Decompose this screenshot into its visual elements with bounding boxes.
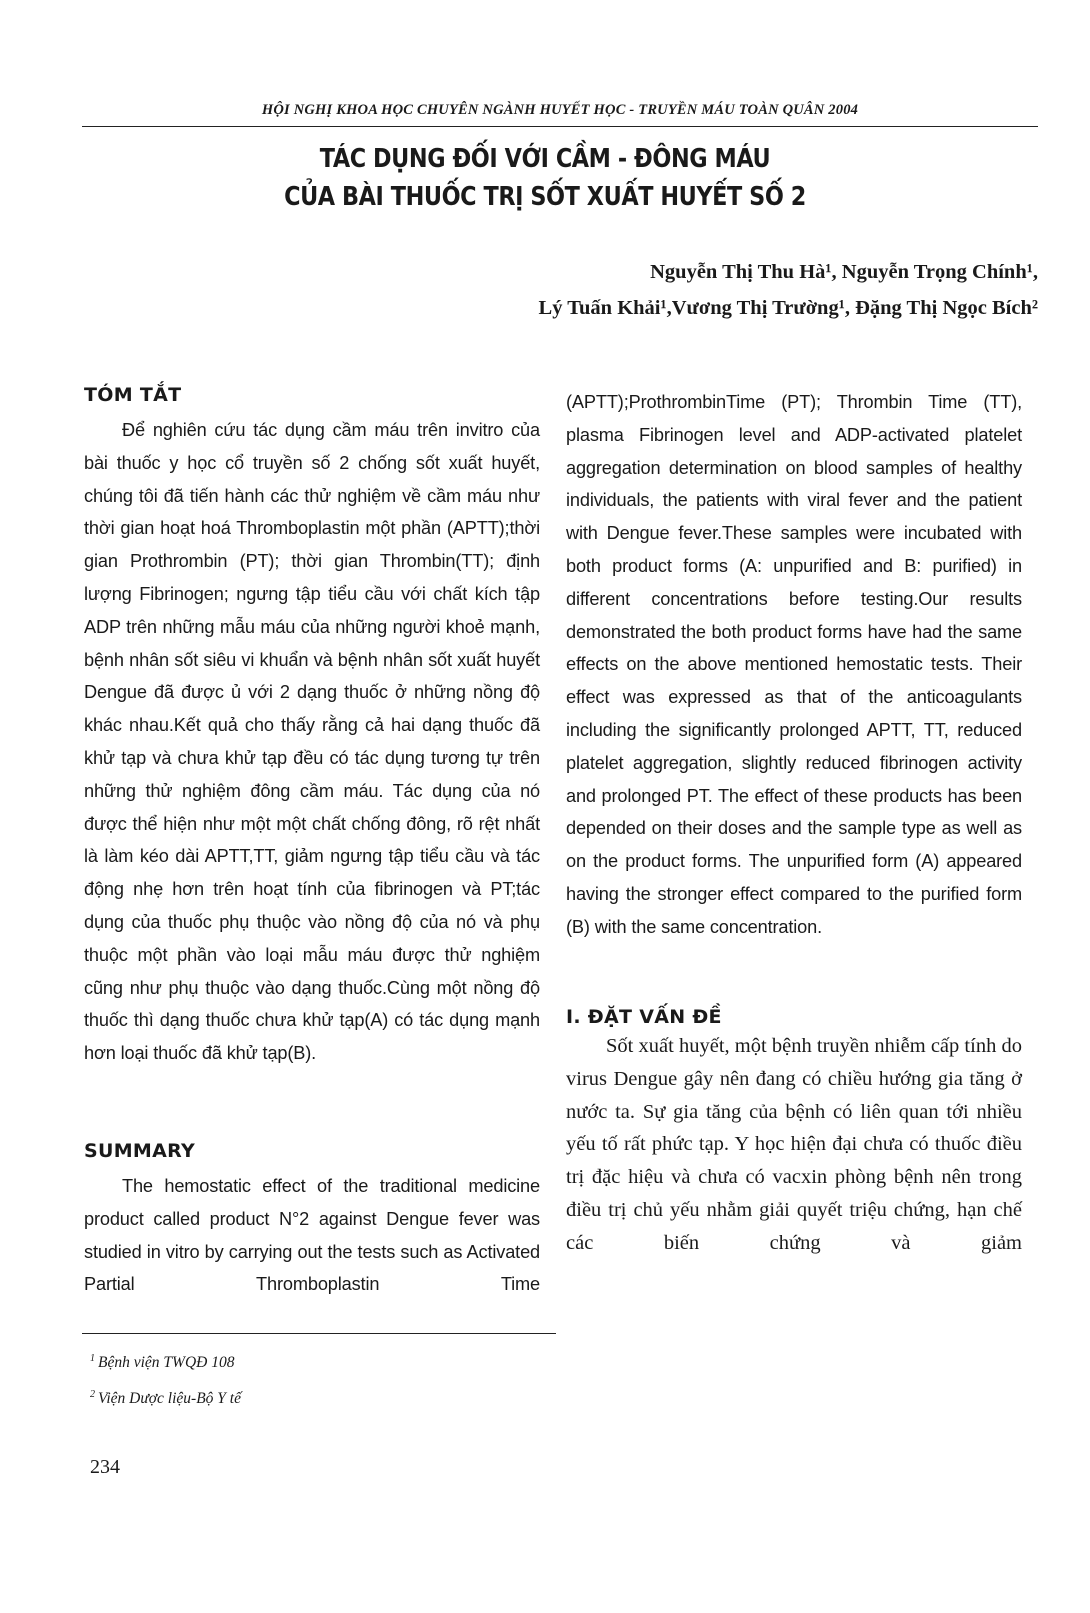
footnote-1 bbox=[90, 1343, 550, 1379]
summary-text-left: The hemostatic effect of the traditional medicine product called product N°2 against Dengue fever was studied in vitro by carrying out the tests such as Activated Partial Thromboplastin Time bbox=[84, 1176, 540, 1295]
section-1 bbox=[566, 1006, 1022, 1260]
summary-heading: SUMMARY bbox=[84, 1140, 196, 1162]
header-rule bbox=[82, 126, 1038, 127]
author-list bbox=[300, 254, 1038, 326]
running-head: HỘI NGHỊ KHOA HỌC CHUYÊN NGÀNH HUYẾT HỌC - TRUYỀN MÁU TOÀN QUÂN 2004 bbox=[261, 102, 859, 118]
summary-text-right: (APTT);ProthrombinTime (PT); Thrombin Time (TT), plasma Fibrinogen level and ADP-activated platelet aggregation determination on blood samples of healthy individuals, the patients with viral fever and the patient with Dengue fever.These samples were incubated with both product forms (A: unpurified and B: purified) in different concentrations before testing.Our results demonstrated the both product forms have had the same effects on the above mentioned hemostatic tests. Their effect was expressed as that of the anticoagulants including the significantly prolonged APTT, TT, reduced platelet aggregation, slightly reduced fibrinogen activity and prolonged PT. The effect of these products has been depended on their doses and the sample type as well as on the product forms. The unpurified form (A) appeared having the stronger effect compared to the purified form (B) with the same concentration. bbox=[566, 392, 1022, 937]
title-line-2: CỦA BÀI THUỐC TRỊ SỐT XUẤT HUYẾT SỐ 2 bbox=[284, 182, 806, 212]
abstract-vi-heading: TÓM TẮT bbox=[84, 384, 182, 406]
summary-block bbox=[84, 1140, 540, 1301]
footnote-1-mark: 1 bbox=[90, 1353, 95, 1364]
footnote-2-mark: 2 bbox=[90, 1389, 95, 1400]
abstract-vi-text: Để nghiên cứu tác dụng cầm máu trên invitro của bài thuốc y học cổ truyền số 2 chống sốt xuất huyết, chúng tôi đã tiến hành các thử nghiệm về cầm máu như thời gian hoạt hoá Thromboplastin một phần (APTT);thời gian Prothrombin (PT); thời gian Thrombin(TT); định lượng Fibrinogen; ngưng tập tiểu cầu với chất kích tập ADP trên những mẫu máu của những người khoẻ mạnh, bệnh nhân sốt siêu vi khuẩn và bệnh nhân sốt xuất huyết Dengue đã được ủ với 2 dạng thuốc ở những nồng độ khác nhau.Kết quả cho thấy rằng cả hai dạng thuốc đã khử tạp và chưa khử tạp đều có tác dụng tương tự trên những thử nghiệm đông cầm máu. Tác dụng của nó được thể hiện như một một chất chống đông, rõ rệt nhất là làm kéo dài APTT,TT, giảm ngưng tập tiểu cầu và tác động nhẹ hơn trên hoạt tính của fibrinogen và PT;tác dụng của thuốc phụ thuộc vào nồng độ của nó và phụ thuộc một phần vào loại mẫu máu được thử nghiệm cũng như phụ thuộc vào dạng thuốc.Cùng một nồng độ thuốc thì dạng thuốc chưa khử tạp(A) có tác dụng mạnh hơn loại thuốc đã khử tạp(B). bbox=[84, 420, 540, 1064]
title-line-1: TÁC DỤNG ĐỐI VỚI CẦM - ĐÔNG MÁU bbox=[319, 144, 771, 174]
article-title bbox=[205, 140, 884, 216]
footnote-2-text: Viện Dược liệu-Bộ Y tế bbox=[98, 1390, 241, 1407]
footnote-2 bbox=[90, 1379, 550, 1415]
footnote-rule bbox=[82, 1333, 556, 1334]
right-column bbox=[566, 386, 1022, 944]
section-1-text: Sốt xuất huyết, một bệnh truyền nhiễm cấp tính do virus Dengue gây nên đang có chiều hướng gia tăng ở nước ta. Sự gia tăng của bệnh có liên quan tới nhiều yếu tố rất phức tạp. Y học hiện đại chưa có thuốc điều trị đặc hiệu và chưa có vacxin phòng bệnh nên trong điều trị chủ yếu nhằm giải quyết triệu chứng, hạn chế các biến chứng và giảm bbox=[566, 1035, 1022, 1254]
footnotes bbox=[90, 1343, 550, 1415]
authors-line-1: Nguyễn Thị Thu Hà¹, Nguyễn Trọng Chính¹, bbox=[650, 261, 1038, 283]
page-number: 234 bbox=[90, 1456, 120, 1478]
authors-line-2: Lý Tuấn Khải¹,Vương Thị Trường¹, Đặng Thị Ngọc Bích² bbox=[538, 297, 1038, 319]
left-column bbox=[84, 384, 540, 1070]
footnote-1-text: Bệnh viện TWQĐ 108 bbox=[98, 1354, 235, 1371]
section-1-heading: I. ĐẶT VẤN ĐỀ bbox=[566, 1006, 722, 1028]
